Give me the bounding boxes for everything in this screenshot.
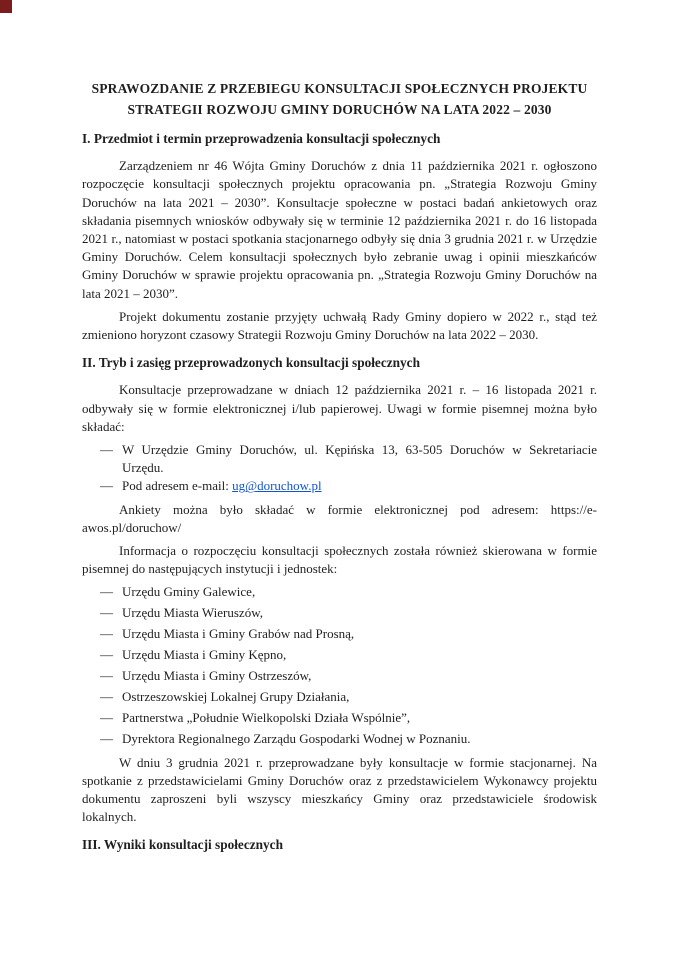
list-item xyxy=(100,646,597,664)
document-content xyxy=(82,78,597,855)
list-item xyxy=(100,625,597,643)
list-item xyxy=(100,709,597,727)
dash-bullet-icon: — xyxy=(100,668,113,684)
email-link[interactable]: ug@doruchow.pl xyxy=(232,478,322,494)
dash-bullet-icon: — xyxy=(100,731,113,747)
institution-name: Dyrektora Regionalnego Zarządu Gospodarki Wodnej w Poznaniu. xyxy=(122,731,471,747)
list-item xyxy=(100,583,597,601)
list-item xyxy=(100,667,597,685)
dash-bullet-icon: — xyxy=(100,710,113,726)
section-2-heading: II. Tryb i zasięg przeprowadzonych konsultacji społecznych xyxy=(82,355,420,371)
section-2-paragraph-4: W dniu 3 grudnia 2021 r. przeprowadzane były konsultacje w formie stacjonarnej. Na spotkanie z przedstawicielami Gminy Doruchów oraz z przedstawicielem Wykonawcy projektu dokumentu zaproszeni byli wszyscy mieszkańcy Gminy oraz przedstawiciele środowisk lokalnych. xyxy=(82,754,597,825)
dash-bullet-icon: — xyxy=(100,442,113,458)
institution-name: Urzędu Miasta i Gminy Grabów nad Prosną, xyxy=(122,626,355,642)
section-3-heading: III. Wyniki konsultacji społecznych xyxy=(82,837,283,853)
section-1-paragraph-2: Projekt dokumentu zostanie przyjęty uchwałą Rady Gminy dopiero w 2022 r., stąd też zmieniono horyzont czasowy Strategii Rozwoju Gminy Doruchów na lata 2022 – 2030. xyxy=(82,308,597,343)
dash-bullet-icon: — xyxy=(100,626,113,642)
list-item xyxy=(100,688,597,706)
institution-name: Partnerstwa „Południe Wielkopolski Działa Wspólnie”, xyxy=(122,710,411,726)
section-1-paragraph-1: Zarządzeniem nr 46 Wójta Gminy Doruchów z dnia 11 października 2021 r. ogłoszono rozpoczęcie konsultacji społecznych projektu opracowania pn. „Strategia Rozwoju Gminy Doruchów na lata 2021 – 2030”. Konsultacje społeczne w postaci badań ankietowych oraz składania pisemnych wniosków odbywały się w terminie 12 października 2021 r. do 16 listopada 2021 r., natomiast w postaci spotkania stacjonarnego odbyły się dnia 3 grudnia 2021 r. w Urzędzie Gminy Doruchów. Celem konsultacji społecznych było zebranie uwag i opinii mieszkańców Gminy Doruchów w sprawie projektu opracowania pn. „Strategia Rozwoju Gminy Doruchów na lata 2021 – 2030”. xyxy=(82,158,597,301)
institution-name: Urzędu Gminy Galewice, xyxy=(122,584,256,600)
dash-bullet-icon: — xyxy=(100,605,113,621)
list-item xyxy=(100,477,597,495)
dash-bullet-icon: — xyxy=(100,689,113,705)
corner-marker xyxy=(0,0,12,13)
institution-name: Urzędu Miasta i Gminy Kępno, xyxy=(122,647,287,663)
document-title-line-2: STRATEGII ROZWOJU GMINY DORUCHÓW NA LATA 2022 – 2030 xyxy=(127,102,552,117)
list-item xyxy=(100,441,597,477)
dash-bullet-icon: — xyxy=(100,478,113,494)
section-2-paragraph-1: Konsultacje przeprowadzane w dniach 12 października 2021 r. – 16 listopada 2021 r. odbywały się w formie elektronicznej i/lub papierowej. Uwagi w formie pisemnej można było składać: xyxy=(82,382,597,434)
submission-method-email-label: Pod adresem e-mail: xyxy=(122,478,233,494)
submission-methods-list xyxy=(82,441,597,496)
section-1-heading: I. Przedmiot i termin przeprowadzenia konsultacji społecznych xyxy=(82,131,441,146)
document-title-line-1: SPRAWOZDANIE Z PRZEBIEGU KONSULTACJI SPOŁECZNYCH PROJEKTU xyxy=(91,81,588,96)
list-item xyxy=(100,604,597,622)
institution-name: Urzędu Miasta Wieruszów, xyxy=(122,605,263,621)
institution-name: Ostrzeszowskiej Lokalnej Grupy Działania, xyxy=(122,689,350,705)
dash-bullet-icon: — xyxy=(100,647,113,663)
section-2-paragraph-2: Ankiety można było składać w formie elektronicznej pod adresem: https://e-awos.pl/doruchow/ xyxy=(82,501,597,535)
section-2-paragraph-3: Informacja o rozpoczęciu konsultacji społecznych została również skierowana w formie pisemnej do następujących instytucji i jednostek: xyxy=(82,543,597,577)
dash-bullet-icon: — xyxy=(100,584,113,600)
document-title xyxy=(82,78,597,120)
institution-name: Urzędu Miasta i Gminy Ostrzeszów, xyxy=(122,668,312,684)
institutions-list xyxy=(82,583,597,748)
list-item xyxy=(100,730,597,748)
submission-method-office: W Urzędzie Gminy Doruchów, ul. Kępińska 13, 63-505 Doruchów w Sekretariacie Urzędu. xyxy=(122,442,597,476)
